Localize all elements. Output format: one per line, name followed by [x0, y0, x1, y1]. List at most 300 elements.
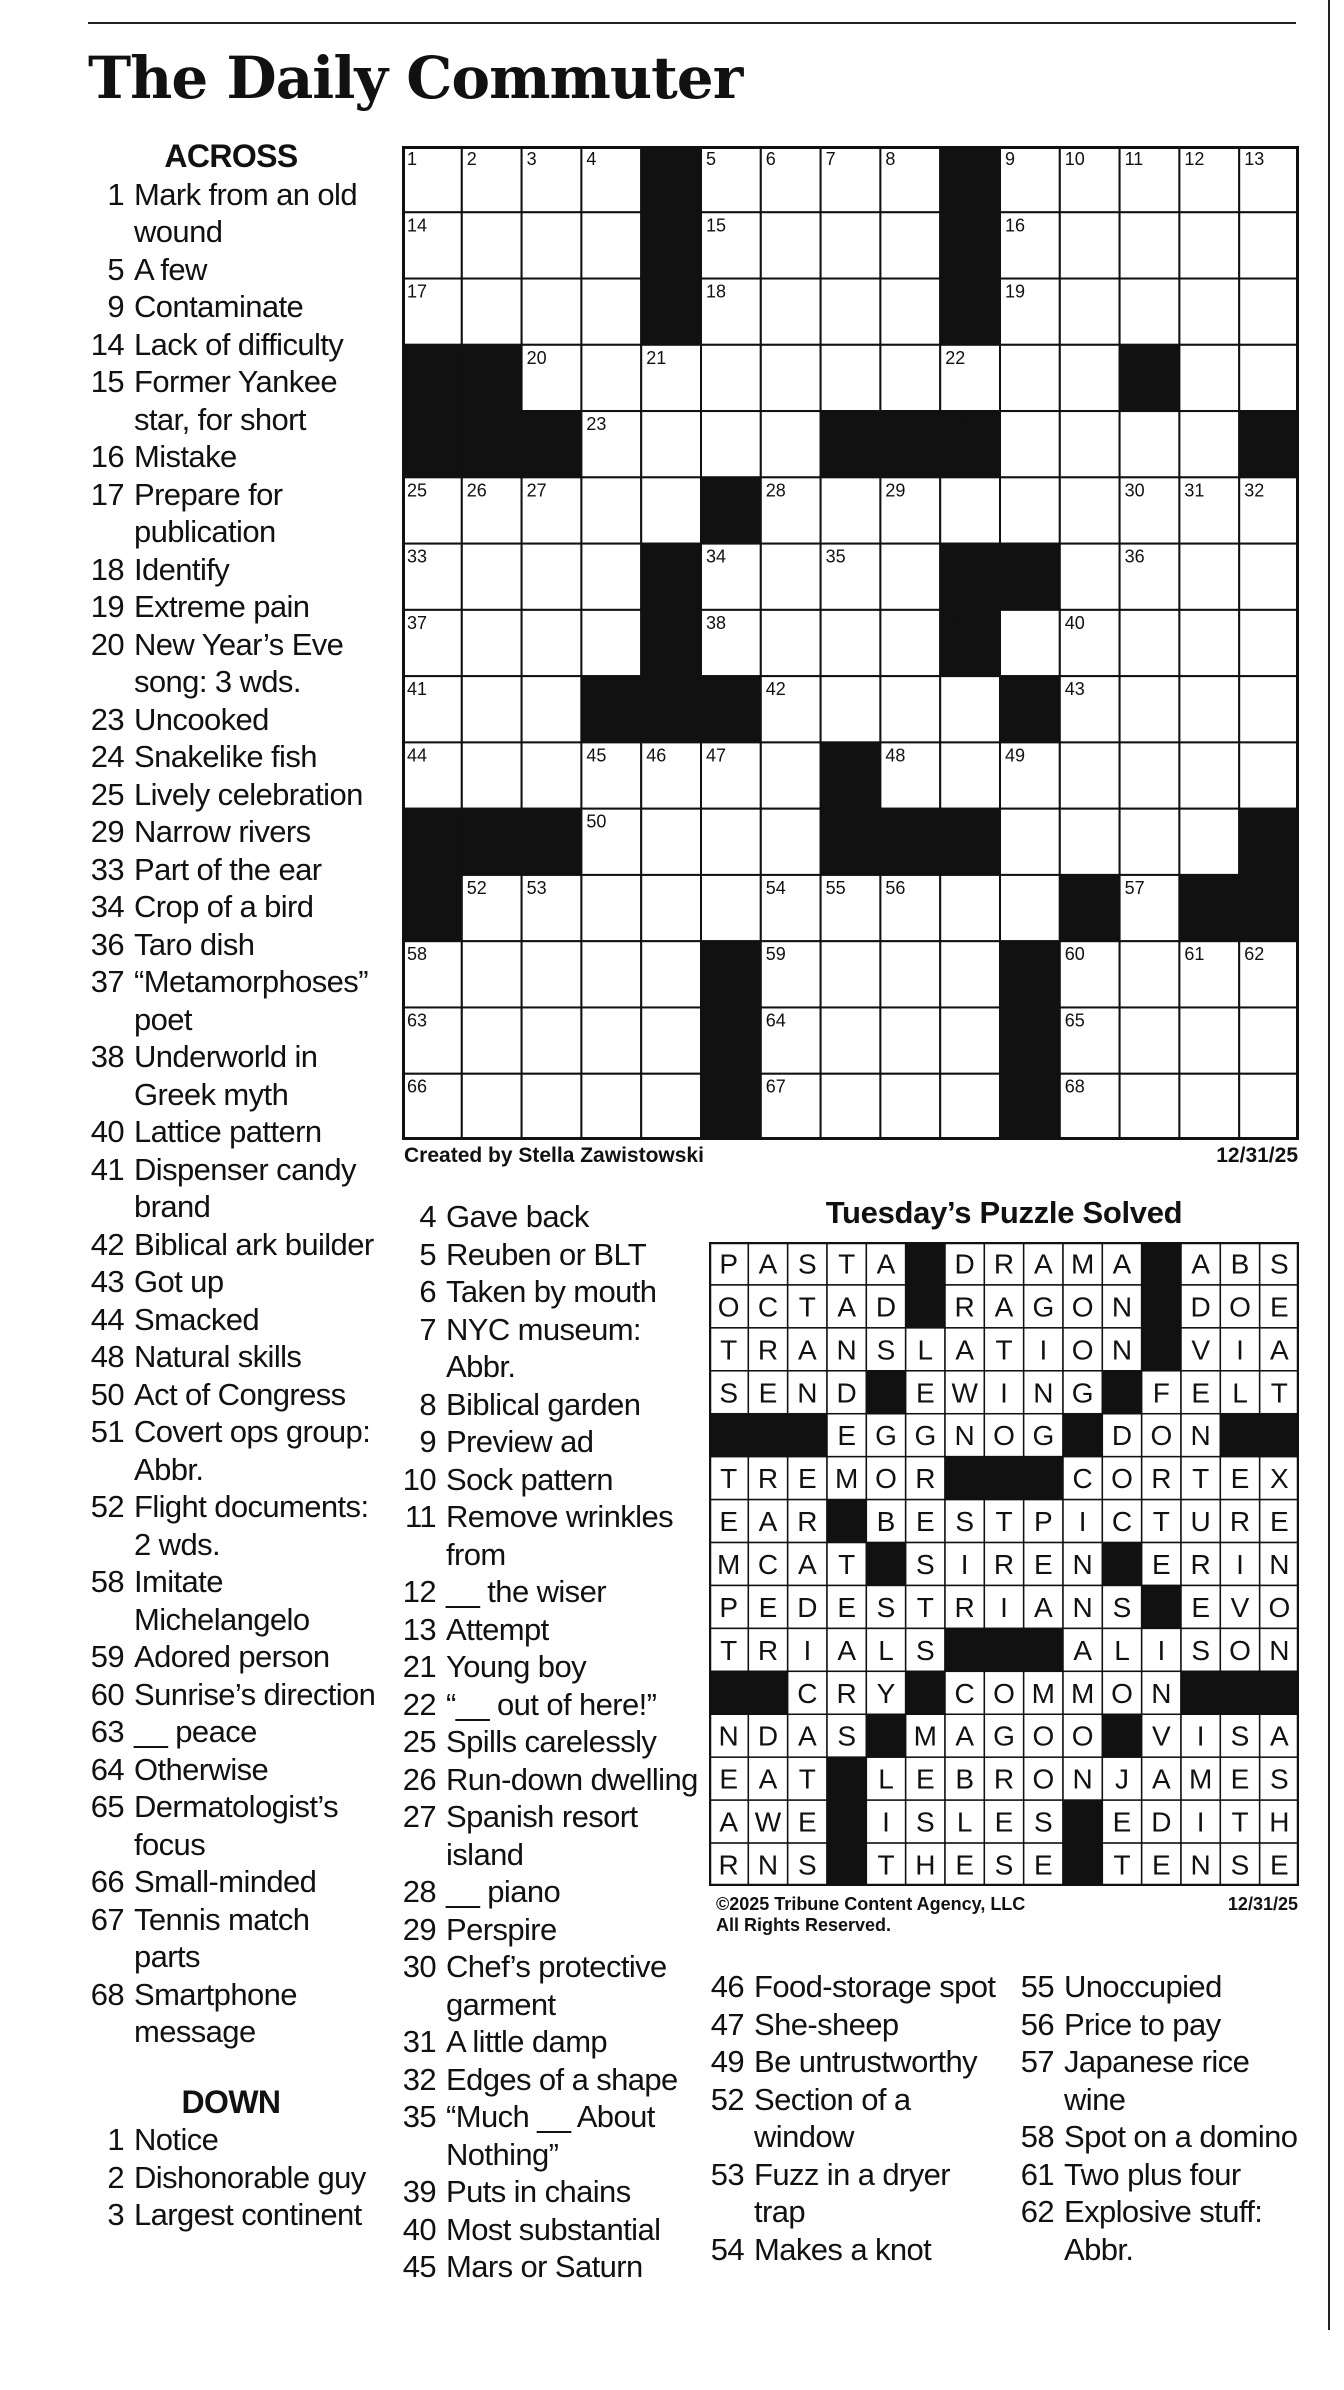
grid-cell[interactable] — [462, 1007, 522, 1073]
grid-cell[interactable] — [641, 1074, 701, 1140]
clue-item — [398, 2061, 698, 2099]
grid-cell[interactable] — [761, 610, 821, 676]
solved-letter: X — [1269, 1463, 1289, 1495]
crossword-grid[interactable] — [402, 146, 1299, 1140]
solved-letter: E — [837, 1591, 857, 1623]
grid-cell[interactable] — [1120, 941, 1180, 1007]
solved-letter: R — [797, 1506, 818, 1538]
solved-letter: A — [1073, 1634, 1093, 1666]
across-list — [86, 176, 376, 2051]
grid-cell[interactable] — [522, 676, 582, 742]
clue-item — [86, 1676, 376, 1714]
solved-letter: A — [797, 1720, 817, 1752]
grid-cell[interactable] — [1179, 809, 1239, 875]
clue-number: 15 — [90, 364, 124, 399]
grid-cell[interactable] — [1120, 212, 1180, 278]
grid-cell[interactable] — [1060, 544, 1120, 610]
grid-cell[interactable] — [1000, 477, 1060, 543]
solved-letter: O — [1111, 1677, 1133, 1709]
clue-text: Snakelike fish — [134, 739, 317, 774]
solved-letter: A — [955, 1334, 975, 1366]
black-square — [1000, 941, 1060, 1007]
black-square — [1000, 1007, 1060, 1073]
copyright-line-1: ©2025 Tribune Content Agency, LLC — [716, 1894, 1026, 1914]
cell-number: 35 — [825, 546, 846, 567]
clue-text: Edges of a shape — [446, 2061, 678, 2097]
clue-number: 22 — [402, 1686, 436, 1722]
solved-letter: O — [875, 1463, 897, 1495]
grid-cell[interactable] — [522, 1074, 582, 1140]
black-square — [1220, 1414, 1259, 1457]
grid-cell[interactable] — [1179, 544, 1239, 610]
cell-number: 56 — [885, 877, 906, 898]
clue-number: 25 — [90, 776, 124, 812]
solved-letter: E — [797, 1463, 817, 1495]
solved-letter: H — [915, 1849, 936, 1881]
grid-cell[interactable] — [522, 212, 582, 278]
grid-cell[interactable] — [581, 1074, 641, 1140]
solved-letter: N — [954, 1420, 975, 1452]
solved-letter: T — [995, 1334, 1013, 1366]
clue-number: 34 — [90, 889, 124, 924]
solved-letter: N — [1111, 1334, 1133, 1366]
clue-number: 59 — [90, 1639, 124, 1674]
grid-cell[interactable] — [462, 742, 522, 808]
grid-cell[interactable] — [581, 1007, 641, 1073]
down-header: DOWN — [181, 2083, 281, 2120]
solved-letter: R — [993, 1248, 1015, 1280]
grid-cell[interactable] — [761, 809, 821, 875]
grid-cell[interactable] — [522, 544, 582, 610]
clue-text: __ piano — [446, 1874, 561, 1909]
clue-item — [398, 2098, 698, 2173]
grid-cell[interactable] — [581, 875, 641, 941]
cell-number: 29 — [885, 480, 906, 501]
grid-cell[interactable] — [880, 676, 940, 742]
grid-cell[interactable] — [940, 1007, 1000, 1073]
grid-cell[interactable] — [1120, 411, 1180, 477]
grid-cell[interactable] — [821, 1074, 881, 1140]
clue-number: 26 — [402, 1761, 436, 1797]
grid-cell[interactable] — [880, 1007, 940, 1073]
grid-cell[interactable] — [1239, 544, 1299, 610]
grid-cell[interactable] — [1060, 742, 1120, 808]
grid-cell[interactable] — [1179, 742, 1239, 808]
black-square — [641, 544, 701, 610]
clue-item — [398, 1273, 698, 1311]
grid-cell[interactable] — [1060, 345, 1120, 411]
clue-number: 31 — [402, 2024, 436, 2059]
solved-letter: M — [1189, 1763, 1213, 1795]
grid-cell[interactable] — [701, 411, 761, 477]
grid-cell[interactable] — [522, 742, 582, 808]
solved-letter: T — [995, 1506, 1013, 1538]
solved-letter: E — [719, 1506, 739, 1538]
clue-number: 67 — [90, 1901, 124, 1937]
clue-number: 63 — [90, 1714, 124, 1749]
grid-cell[interactable] — [880, 279, 940, 345]
clue-number: 37 — [90, 964, 124, 999]
grid-cell[interactable] — [462, 212, 522, 278]
clue-text: Tennis match parts — [134, 1901, 310, 1974]
clue-text: NYC museum: Abbr. — [446, 1311, 641, 1384]
clue-number: 29 — [90, 814, 124, 849]
clue-text: A few — [134, 251, 207, 287]
grid-cell[interactable] — [821, 279, 881, 345]
grid-cell[interactable] — [701, 345, 761, 411]
solved-letter: S — [876, 1334, 896, 1366]
grid-cell[interactable] — [1120, 1007, 1180, 1073]
grid-cell[interactable] — [522, 610, 582, 676]
grid-cell[interactable] — [641, 477, 701, 543]
clue-number: 45 — [402, 2249, 436, 2284]
grid-cell[interactable] — [701, 875, 761, 941]
clue-item — [86, 1863, 376, 1901]
grid-cell[interactable] — [581, 477, 641, 543]
clue-item — [398, 1236, 698, 1274]
clue-item — [398, 1761, 698, 1799]
grid-cell[interactable] — [761, 279, 821, 345]
solved-letter: L — [917, 1334, 934, 1366]
clue-number: 65 — [90, 1789, 124, 1824]
grid-cell[interactable] — [1120, 279, 1180, 345]
grid-cell[interactable] — [522, 1007, 582, 1073]
solved-letter: G — [914, 1420, 937, 1452]
black-square — [402, 411, 462, 477]
down-list-part3 — [706, 1968, 1006, 2268]
solved-letter: O — [1229, 1291, 1251, 1323]
grid-cell[interactable] — [821, 345, 881, 411]
solved-letter: S — [797, 1849, 817, 1881]
solved-letter: T — [1231, 1806, 1249, 1838]
grid-cell[interactable] — [1000, 411, 1060, 477]
solved-letter: S — [1191, 1634, 1211, 1666]
grid-cell[interactable] — [462, 941, 522, 1007]
clue-number: 19 — [90, 589, 124, 624]
black-square — [709, 1414, 748, 1457]
clue-text: Prepare for publication — [134, 476, 283, 549]
clue-item — [86, 851, 376, 889]
page-title: The Daily Commuter — [88, 44, 743, 112]
clue-number: 52 — [710, 2081, 744, 2117]
solved-letter: T — [720, 1334, 738, 1366]
grid-cell[interactable] — [940, 742, 1000, 808]
clue-item — [706, 2231, 1006, 2269]
solved-letter: M — [913, 1720, 937, 1752]
black-square — [1063, 1800, 1102, 1843]
clue-text: Taro dish — [134, 926, 255, 962]
cell-number: 23 — [586, 414, 607, 435]
black-square — [402, 809, 462, 875]
cell-number: 1 — [407, 149, 418, 169]
clue-text: New Year’s Eve song: 3 wds. — [134, 626, 344, 699]
cell-number: 21 — [646, 347, 667, 368]
black-square — [1142, 1328, 1181, 1371]
grid-cell[interactable] — [821, 1007, 881, 1073]
grid-cell[interactable] — [1179, 1074, 1239, 1140]
grid-cell[interactable] — [462, 610, 522, 676]
clue-text: Reuben or BLT — [446, 1236, 647, 1272]
solved-letter: U — [1190, 1506, 1211, 1538]
solved-letter: L — [878, 1763, 894, 1795]
clue-item — [398, 1611, 698, 1649]
grid-cell[interactable] — [940, 1074, 1000, 1140]
clue-number: 5 — [107, 251, 124, 287]
clue-number: 62 — [1020, 2194, 1054, 2229]
clue-number: 30 — [402, 1949, 436, 1984]
cell-number: 63 — [407, 1010, 428, 1031]
grid-cell[interactable] — [462, 544, 522, 610]
solved-letter: D — [757, 1720, 779, 1752]
solved-letter: V — [1230, 1591, 1250, 1623]
grid-cell[interactable] — [581, 610, 641, 676]
grid-cell[interactable] — [641, 941, 701, 1007]
clue-text: Lattice pattern — [134, 1114, 322, 1149]
black-square — [906, 1242, 945, 1285]
clue-number: 28 — [402, 1874, 436, 1909]
cell-number: 55 — [825, 877, 846, 898]
grid-cell[interactable] — [880, 941, 940, 1007]
grid-cell[interactable] — [880, 544, 940, 610]
grid-cell[interactable] — [1179, 676, 1239, 742]
black-square — [701, 676, 761, 742]
black-square — [866, 1543, 905, 1586]
grid-cell[interactable] — [880, 345, 940, 411]
clue-item — [398, 2023, 698, 2061]
solved-letter: P — [719, 1248, 739, 1280]
grid-cell[interactable] — [1060, 411, 1120, 477]
cell-number: 28 — [765, 480, 786, 501]
solved-letter: R — [1151, 1463, 1172, 1495]
clue-number: 21 — [402, 1649, 436, 1684]
grid-cell[interactable] — [1000, 809, 1060, 875]
solved-letter: S — [994, 1849, 1014, 1881]
grid-cell[interactable] — [821, 610, 881, 676]
grid-cell[interactable] — [522, 941, 582, 1007]
solved-letter: R — [954, 1291, 975, 1323]
crossword-grid-svg[interactable] — [402, 146, 1299, 1140]
solved-letter: P — [719, 1591, 739, 1623]
solved-letter: A — [758, 1248, 778, 1280]
grid-cell[interactable] — [761, 411, 821, 477]
clue-item — [86, 1638, 376, 1676]
clue-number: 25 — [402, 1724, 436, 1759]
cell-number: 68 — [1064, 1076, 1085, 1097]
solved-letter: E — [915, 1763, 935, 1795]
black-square — [1102, 1371, 1141, 1414]
grid-cell[interactable] — [880, 212, 940, 278]
grid-cell[interactable] — [1179, 610, 1239, 676]
grid-cell[interactable] — [1239, 345, 1299, 411]
grid-cell[interactable] — [1179, 279, 1239, 345]
clue-number: 5 — [419, 1236, 436, 1272]
grid-cell[interactable] — [1000, 875, 1060, 941]
grid-cell[interactable] — [761, 212, 821, 278]
black-square — [945, 1457, 984, 1500]
grid-cell[interactable] — [522, 279, 582, 345]
solved-letter: N — [1072, 1591, 1093, 1623]
grid-cell[interactable] — [880, 610, 940, 676]
clue-number: 1 — [107, 2122, 124, 2157]
black-square — [641, 676, 701, 742]
solved-letter: A — [797, 1334, 817, 1366]
grid-cell[interactable] — [581, 941, 641, 1007]
grid-cell[interactable] — [1239, 676, 1299, 742]
grid-cell[interactable] — [1120, 610, 1180, 676]
clue-number: 47 — [710, 2006, 744, 2042]
grid-cell[interactable] — [1000, 610, 1060, 676]
clue-item — [1016, 2043, 1316, 2118]
grid-cell[interactable] — [641, 809, 701, 875]
clue-number: 6 — [419, 1274, 436, 1309]
grid-cell[interactable] — [1120, 809, 1180, 875]
grid-cell[interactable] — [940, 941, 1000, 1007]
solved-letter: O — [1071, 1291, 1094, 1323]
clue-item — [706, 2156, 1006, 2231]
clue-number: 18 — [90, 551, 124, 587]
grid-cell[interactable] — [1179, 1007, 1239, 1073]
clue-item — [398, 1948, 698, 2023]
solved-letter: I — [1000, 1377, 1008, 1409]
solved-letter: I — [1078, 1506, 1087, 1538]
grid-cell[interactable] — [1179, 212, 1239, 278]
grid-cell[interactable] — [1120, 1074, 1180, 1140]
solved-letter: T — [798, 1763, 816, 1795]
grid-cell[interactable] — [462, 279, 522, 345]
grid-cell[interactable] — [821, 941, 881, 1007]
grid-cell[interactable] — [1060, 279, 1120, 345]
cell-number: 16 — [1005, 215, 1026, 236]
clue-item — [86, 1263, 376, 1301]
clue-number: 35 — [402, 2099, 436, 2134]
grid-cell[interactable] — [1120, 742, 1180, 808]
grid-cell[interactable] — [641, 875, 701, 941]
grid-cell[interactable] — [761, 345, 821, 411]
grid-cell[interactable] — [1179, 345, 1239, 411]
clue-number: 3 — [107, 2197, 124, 2232]
clue-text: Dispenser candy brand — [134, 1151, 356, 1224]
black-square — [402, 875, 462, 941]
cell-number: 50 — [586, 811, 607, 832]
grid-cell[interactable] — [940, 676, 1000, 742]
solved-letter: I — [1196, 1806, 1205, 1838]
clue-number: 1 — [107, 176, 124, 212]
cell-number: 46 — [646, 745, 667, 766]
solved-letter: D — [797, 1591, 818, 1623]
grid-cell[interactable] — [1239, 279, 1299, 345]
grid-cell[interactable] — [1060, 212, 1120, 278]
solved-letter: C — [1072, 1463, 1093, 1495]
clue-item — [398, 1723, 698, 1761]
solved-letter: A — [719, 1806, 739, 1838]
cell-number: 15 — [706, 215, 727, 236]
clue-number: 58 — [1020, 2119, 1054, 2154]
clue-item — [398, 1873, 698, 1911]
solved-letter: I — [1000, 1591, 1008, 1623]
grid-cell[interactable] — [1239, 610, 1299, 676]
clue-number: 40 — [90, 1114, 124, 1149]
solved-letter: S — [1230, 1720, 1250, 1752]
solved-letter: E — [1269, 1291, 1289, 1323]
grid-cell[interactable] — [761, 544, 821, 610]
solved-letter: R — [757, 1463, 779, 1495]
clue-text: Adored person — [134, 1639, 330, 1674]
clue-item — [398, 1198, 698, 1236]
grid-cell[interactable] — [1120, 676, 1180, 742]
clue-text: Two plus four — [1064, 2156, 1241, 2192]
clue-number: 48 — [90, 1339, 124, 1374]
grid-cell[interactable] — [641, 1007, 701, 1073]
grid-cell[interactable] — [462, 1074, 522, 1140]
solved-letter: C — [757, 1549, 779, 1580]
grid-cell[interactable] — [462, 676, 522, 742]
grid-cell[interactable] — [581, 544, 641, 610]
grid-cell[interactable] — [581, 279, 641, 345]
clue-text: Biblical ark builder — [134, 1226, 374, 1262]
clue-number: 42 — [90, 1226, 124, 1262]
grid-cell[interactable] — [880, 1074, 940, 1140]
solved-letter: N — [1269, 1634, 1290, 1666]
grid-cell[interactable] — [1060, 809, 1120, 875]
solved-letter: G — [993, 1720, 1015, 1752]
solved-letter: S — [1269, 1763, 1289, 1795]
grid-cell[interactable] — [1000, 345, 1060, 411]
cell-number: 10 — [1064, 149, 1085, 169]
solved-letter: D — [875, 1291, 897, 1323]
solved-letter: S — [915, 1549, 935, 1580]
clue-text: Section of a window — [754, 2081, 911, 2154]
grid-cell[interactable] — [701, 809, 761, 875]
grid-cell[interactable] — [821, 477, 881, 543]
grid-cell[interactable] — [940, 875, 1000, 941]
grid-cell[interactable] — [581, 345, 641, 411]
cell-number: 8 — [885, 149, 896, 169]
clue-item — [86, 1113, 376, 1151]
grid-cell[interactable] — [821, 676, 881, 742]
black-square — [1142, 1285, 1181, 1328]
solved-letter: E — [1191, 1591, 1211, 1623]
clue-number: 9 — [107, 289, 124, 324]
clue-item — [86, 363, 376, 438]
cell-number: 33 — [407, 546, 428, 567]
grid-cell[interactable] — [1179, 411, 1239, 477]
grid-cell[interactable] — [1239, 742, 1299, 808]
black-square — [1142, 1585, 1181, 1628]
solved-letter: S — [1269, 1248, 1289, 1280]
grid-cell[interactable] — [761, 742, 821, 808]
grid-cell[interactable] — [641, 411, 701, 477]
clue-item — [86, 176, 376, 251]
grid-cell[interactable] — [1239, 1074, 1299, 1140]
solved-letter: R — [993, 1549, 1015, 1580]
solved-letter: N — [1190, 1420, 1211, 1452]
clue-number: 51 — [90, 1414, 124, 1449]
cell-number: 57 — [1124, 877, 1145, 898]
grid-cell[interactable] — [1060, 477, 1120, 543]
grid-cell[interactable] — [940, 477, 1000, 543]
grid-cell[interactable] — [821, 212, 881, 278]
grid-cell[interactable] — [1239, 1007, 1299, 1073]
clue-number: 11 — [405, 1499, 436, 1534]
black-square — [1120, 345, 1180, 411]
solved-letter: T — [1113, 1849, 1131, 1881]
grid-cell[interactable] — [1239, 212, 1299, 278]
grid-cell[interactable] — [581, 212, 641, 278]
solved-letter: T — [1270, 1377, 1288, 1409]
cell-number: 47 — [706, 745, 727, 766]
solved-letter: G — [1032, 1291, 1055, 1323]
clue-text: Attempt — [446, 1611, 549, 1647]
